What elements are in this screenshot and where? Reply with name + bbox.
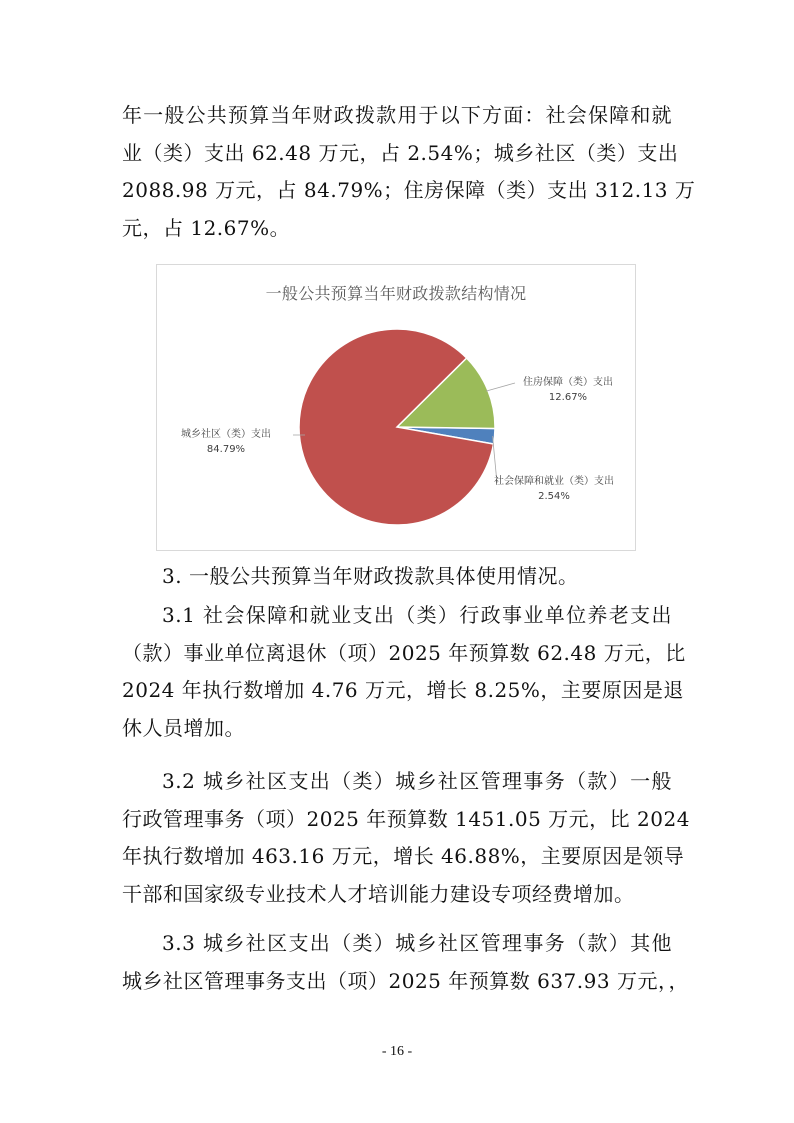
- para-line: 休人员增加。: [122, 715, 245, 740]
- chart-title: 一般公共预算当年财政拨款结构情况: [265, 284, 527, 303]
- paragraph-3-3: [122, 925, 689, 1000]
- para-line: 3.3 城乡社区支出（类）城乡社区管理事务（款）其他: [162, 931, 672, 955]
- para-line: 2024 年执行数增加 4.76 万元，增长 8.25%，主要原因是退: [122, 678, 684, 702]
- slice-label-social-security: [479, 474, 629, 504]
- para-line: （款）事业单位离退休（项）2025 年预算数 62.48 万元，比: [122, 640, 686, 665]
- section-heading: 3. 一般公共预算当年财政拨款具体使用情况。: [162, 564, 579, 588]
- slice-label-percent: 12.67%: [548, 392, 588, 403]
- para-line: 3.1 社会保障和就业支出（类）行政事业单位养老支出: [162, 603, 672, 627]
- intro-line: 元，占 12.67%。: [122, 215, 291, 240]
- paragraph-3-1: [122, 597, 686, 747]
- intro-paragraph: [122, 97, 696, 247]
- slice-label-percent: 84.79%: [206, 444, 246, 455]
- para-line: 行政管理事务（项）2025 年预算数 1451.05 万元，比 2024: [122, 806, 690, 831]
- intro-line: 年一般公共预算当年财政拨款用于以下方面：社会保障和就: [122, 103, 672, 127]
- pie-chart: [156, 264, 636, 551]
- slice-label-name: 城乡社区（类）支出: [181, 429, 271, 440]
- para-line: 3.2 城乡社区支出（类）城乡社区管理事务（款）一般: [162, 769, 672, 793]
- intro-line: 业（类）支出 62.48 万元，占 2.54%；城乡社区（类）支出: [122, 140, 679, 165]
- slice-label-name: 社会保障和就业（类）支出: [494, 476, 614, 487]
- paragraph-3-2: [122, 763, 690, 913]
- pie-chart-canvas: [157, 265, 635, 550]
- slice-label-percent: 2.54%: [538, 491, 570, 502]
- para-line: 干部和国家级专业技术人才培训能力建设专项经费增加。: [122, 881, 635, 906]
- slice-label-housing: [503, 375, 633, 405]
- slice-label-name: 住房保障（类）支出: [523, 377, 613, 388]
- para-line: 城乡社区管理事务支出（项）2025 年预算数 637.93 万元，，: [122, 968, 689, 993]
- para-line: 年执行数增加 463.16 万元，增长 46.88%，主要原因是领导: [122, 844, 685, 868]
- intro-line: 2088.98 万元，占 84.79%；住房保障（类）支出 312.13 万: [122, 178, 696, 202]
- slice-label-urban-community: [161, 427, 291, 457]
- page-number: - 16 -: [381, 1044, 413, 1059]
